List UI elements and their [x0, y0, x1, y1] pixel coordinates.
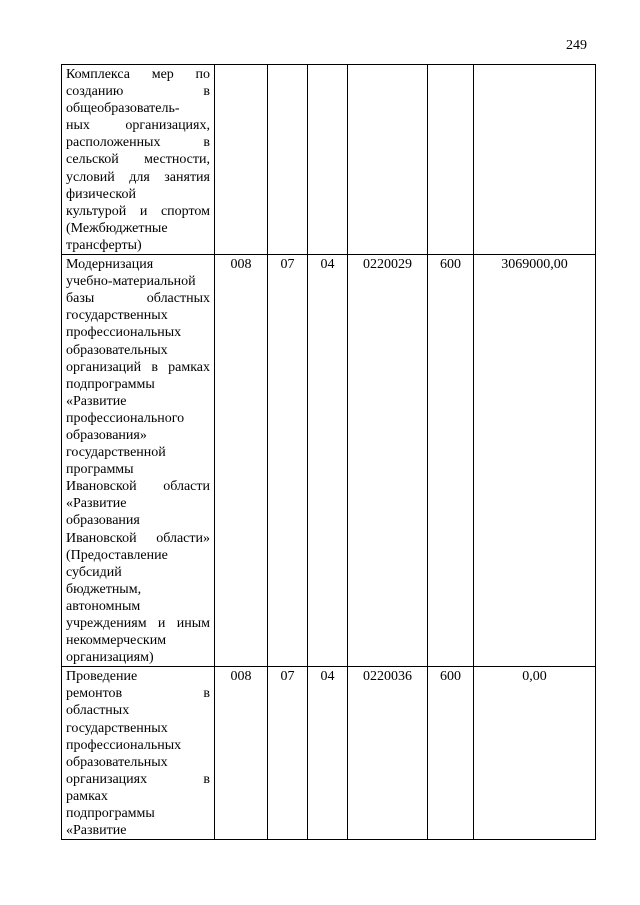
- subsection-code-cell: 04: [308, 667, 348, 840]
- row-description: [62, 667, 215, 840]
- description-line: Ивановской области»: [66, 530, 210, 546]
- description-line: организациям): [66, 650, 154, 666]
- subsection-code-cell: 04: [308, 255, 348, 667]
- budget-table: [61, 64, 596, 840]
- description-line: трансферты): [66, 237, 142, 253]
- description-line: расположенных в: [66, 135, 210, 151]
- ministry-code-cell: [215, 65, 268, 255]
- description-line: профессионального: [66, 410, 185, 426]
- target-article-cell: 0220036: [348, 667, 428, 840]
- ministry-code-cell: 008: [215, 667, 268, 840]
- description-line: профессиональных: [66, 737, 182, 753]
- description-line: Комплекса мер по: [66, 67, 210, 82]
- description-line: учебно-материальной: [66, 274, 196, 290]
- target-article-cell: 0220029: [348, 255, 428, 667]
- description-line: рамках: [66, 788, 108, 804]
- table-row: [62, 667, 596, 840]
- description-line: некоммерческим: [66, 633, 167, 649]
- description-line: ремонтов в: [66, 686, 210, 702]
- description-line: образования: [66, 513, 140, 529]
- description-line: общеобразователь-: [66, 101, 180, 117]
- description-line: (Предоставление: [66, 547, 168, 563]
- description-line: Проведение: [66, 669, 138, 685]
- description-line: бюджетным,: [66, 581, 142, 597]
- description-line: сельской местности,: [66, 152, 210, 168]
- description-line: учреждениям и иным: [66, 616, 210, 631]
- target-article-cell: [348, 65, 428, 255]
- description-line: Модернизация: [66, 257, 154, 273]
- row-description: [62, 255, 215, 667]
- description-line: организациях в: [66, 771, 210, 787]
- amount-cell: 0,00: [474, 667, 596, 840]
- table-row: [62, 255, 596, 667]
- description-line: созданию в: [66, 84, 210, 100]
- description-line: «Развитие: [66, 393, 127, 409]
- table-body: [62, 65, 596, 840]
- description-line: организаций в рамках: [66, 359, 210, 375]
- description-line: базы областных: [66, 291, 210, 307]
- section-code-cell: 07: [268, 255, 308, 667]
- description-line: ных организациях,: [66, 118, 210, 134]
- section-code-cell: 07: [268, 667, 308, 840]
- table-row: [62, 65, 596, 255]
- expense-type-cell: 600: [428, 667, 474, 840]
- description-line: образовательных: [66, 754, 168, 770]
- description-line: программы: [66, 462, 134, 478]
- description-line: субсидий: [66, 564, 122, 580]
- description-line: государственных: [66, 720, 168, 736]
- description-line: государственной: [66, 445, 166, 461]
- description-line: «Развитие: [66, 496, 127, 512]
- description-line: подпрограммы: [66, 376, 155, 392]
- expense-type-cell: 600: [428, 255, 474, 667]
- description-line: подпрограммы: [66, 806, 155, 822]
- row-description: [62, 65, 215, 255]
- description-line: «Развитие: [66, 823, 127, 839]
- page-number: 249: [566, 38, 587, 53]
- description-line: профессиональных: [66, 325, 182, 341]
- description-line: автономным: [66, 598, 141, 614]
- amount-cell: [474, 65, 596, 255]
- ministry-code-cell: 008: [215, 255, 268, 667]
- section-code-cell: [268, 65, 308, 255]
- description-line: образования»: [66, 427, 147, 443]
- expense-type-cell: [428, 65, 474, 255]
- description-line: государственных: [66, 308, 168, 324]
- amount-cell: 3069000,00: [474, 255, 596, 667]
- description-line: Ивановской области: [66, 479, 210, 495]
- description-line: условий для занятия: [66, 169, 210, 185]
- subsection-code-cell: [308, 65, 348, 255]
- description-line: физической: [66, 186, 136, 202]
- description-line: культурой и спортом: [66, 203, 210, 219]
- description-line: областных: [66, 703, 130, 719]
- description-line: (Межбюджетные: [66, 220, 168, 236]
- description-line: образовательных: [66, 342, 168, 358]
